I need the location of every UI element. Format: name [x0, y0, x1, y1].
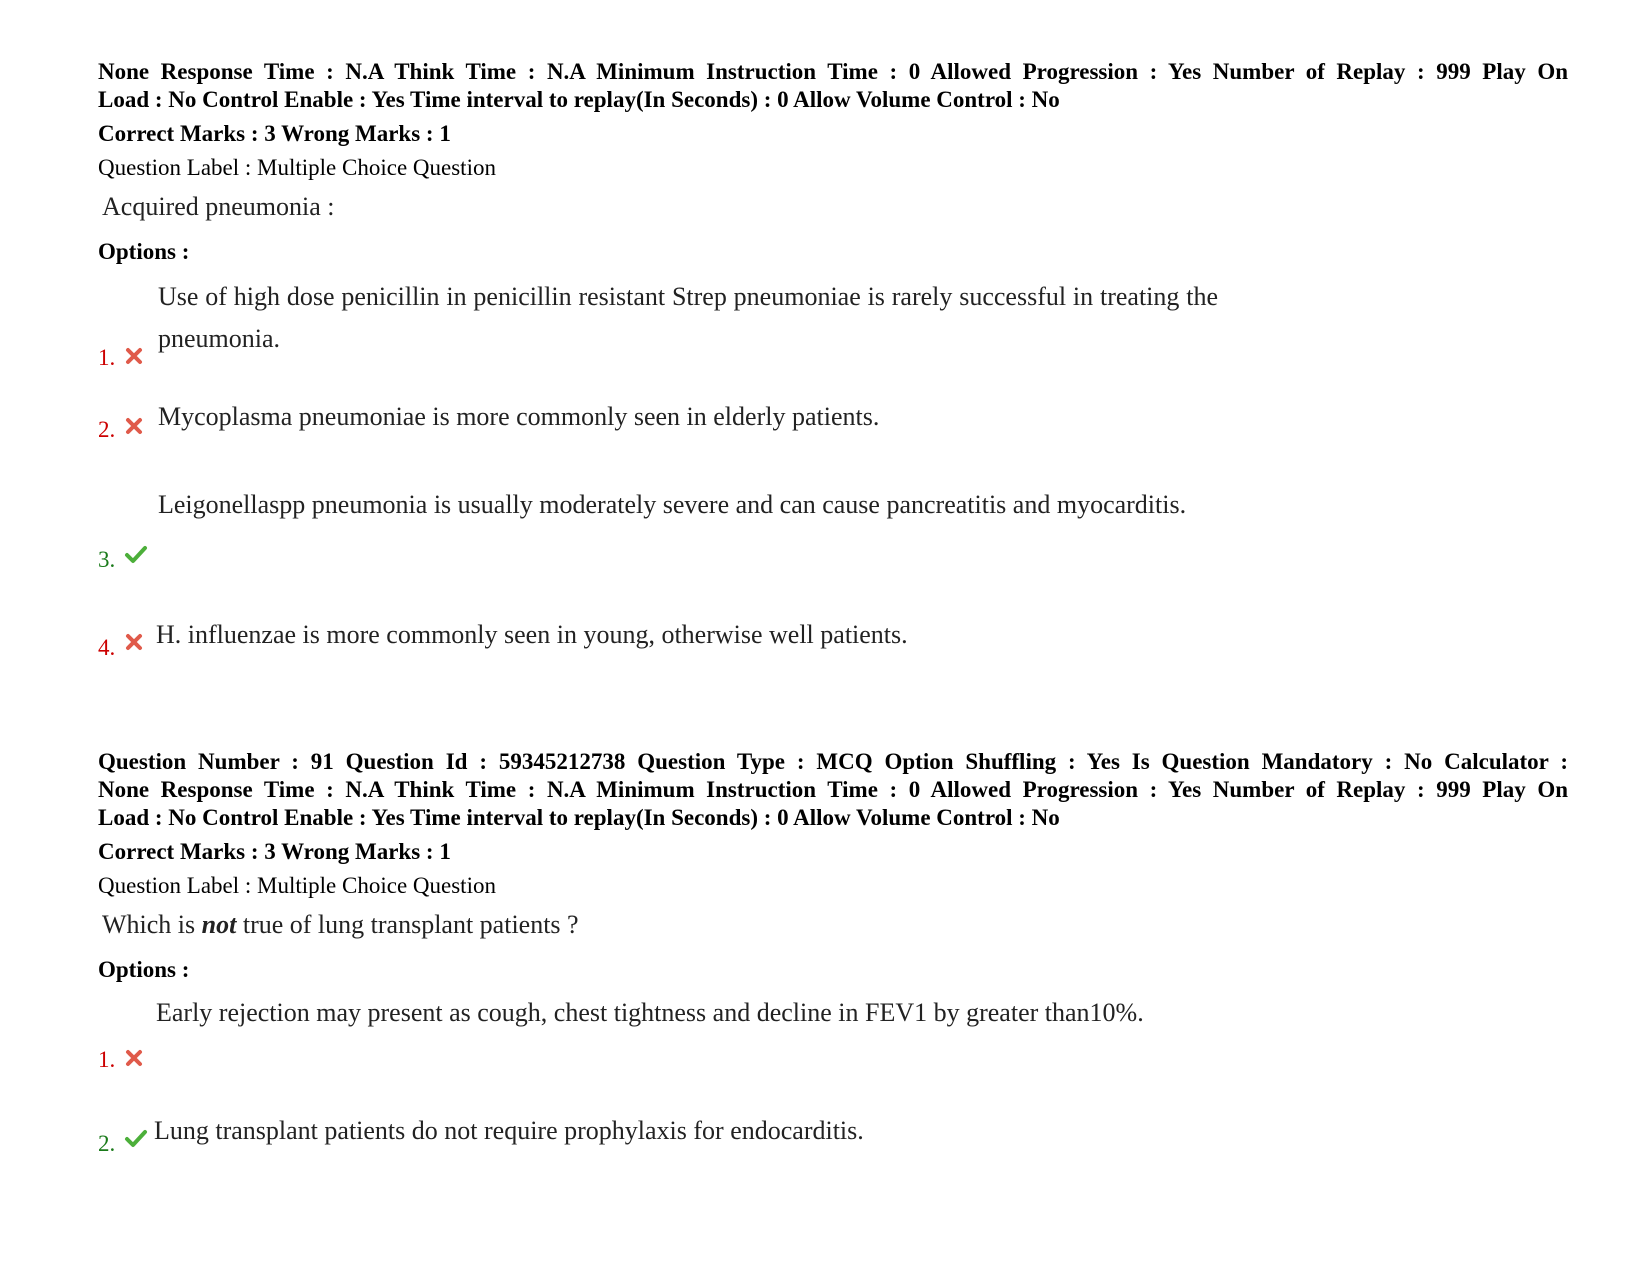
question-text-emphasis: not [201, 910, 237, 939]
cross-icon [124, 1048, 144, 1068]
cross-icon [124, 346, 144, 366]
option-item [98, 484, 1218, 614]
option-item [98, 1110, 1218, 1170]
meta-line: None Response Time : N.A Think Time : N.A Minimum Instruction Time : 0 Allowed Progression : Yes Number of Replay : 999 Play On [98, 777, 1568, 802]
meta-line: None Response Time : N.A Think Time : N.A Minimum Instruction Time : 0 Allowed Progression : Yes Number of Replay : 999 Play On [98, 59, 1568, 84]
option-text: Use of high dose penicillin in penicillin resistant Strep pneumoniae is rarely successful in treating the pneumonia. [158, 282, 1218, 353]
cross-icon [124, 632, 144, 652]
question-text-start: Which is [102, 910, 202, 939]
question-text [102, 910, 1568, 940]
meta-line: Question Number : 91 Question Id : 59345212738 Question Type : MCQ Option Shuffling : Yes Is Question Mandatory : No Calculator : [98, 749, 1568, 774]
option-item [98, 276, 1218, 396]
question-text-end: true of lung transplant patients ? [236, 910, 579, 939]
meta-line: Load : No Control Enable : Yes Time interval to replay(In Seconds) : 0 Allow Volume Control : No [98, 87, 1060, 112]
option-text: Leigonellaspp pneumonia is usually moderately severe and can cause pancreatitis and myocarditis. [158, 490, 1187, 519]
option-number: 1. [98, 345, 116, 370]
document-page [98, 58, 1568, 1156]
question-block-91 [98, 748, 1568, 1170]
options-heading: Options : [98, 239, 190, 264]
options-heading: Options : [98, 957, 190, 982]
question-block-top [98, 58, 1568, 674]
question-meta [98, 748, 1568, 832]
option-item [98, 396, 1218, 478]
option-number: 3. [98, 547, 116, 572]
cross-icon [124, 416, 144, 436]
question-label: Question Label : Multiple Choice Question [98, 155, 496, 180]
option-text: Lung transplant patients do not require prophylaxis for endocarditis. [154, 1116, 864, 1145]
meta-line: Load : No Control Enable : Yes Time interval to replay(In Seconds) : 0 Allow Volume Control : No [98, 805, 1060, 830]
check-icon [124, 544, 148, 564]
option-item [98, 614, 1218, 674]
option-number: 4. [98, 635, 116, 660]
option-number: 2. [98, 1131, 116, 1156]
option-text: H. influenzae is more commonly seen in young, otherwise well patients. [156, 620, 908, 649]
marks-line: Correct Marks : 3 Wrong Marks : 1 [98, 839, 451, 864]
option-text: Early rejection may present as cough, chest tightness and decline in FEV1 by greater than10%. [156, 998, 1144, 1027]
option-item [98, 992, 1218, 1110]
marks-line: Correct Marks : 3 Wrong Marks : 1 [98, 121, 451, 146]
option-number: 1. [98, 1047, 116, 1072]
question-text: Acquired pneumonia : [102, 192, 335, 221]
question-meta [98, 58, 1568, 114]
question-label: Question Label : Multiple Choice Question [98, 873, 496, 898]
option-text: Mycoplasma pneumoniae is more commonly seen in elderly patients. [158, 402, 880, 431]
option-number: 2. [98, 417, 116, 442]
check-icon [124, 1128, 148, 1148]
